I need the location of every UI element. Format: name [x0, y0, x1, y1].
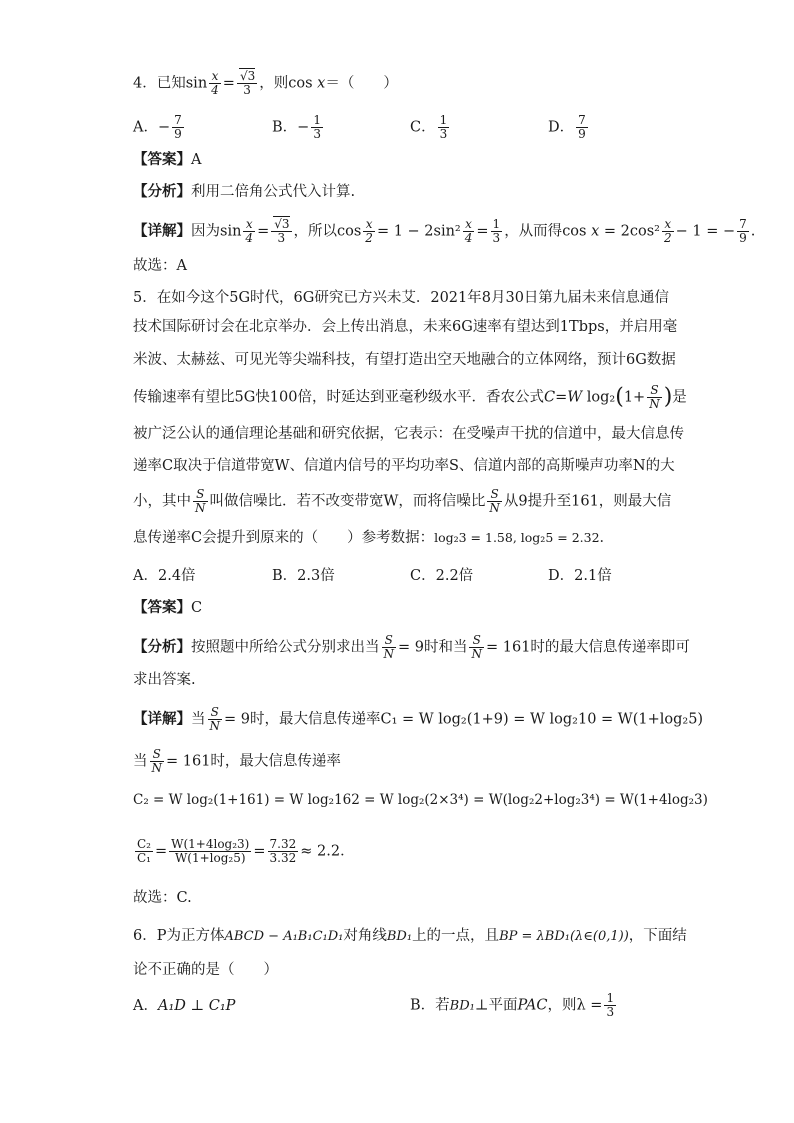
q5-answer: 【答案】C — [133, 599, 203, 616]
q5-option-c[interactable]: C．2.2倍 — [410, 568, 474, 584]
q6-line1: 6．P为正方体ABCD − A₁B₁C₁D₁对角线BD₁上的一点，且BP = λBD₁(λ∈(0,1))，下面结 — [133, 928, 687, 944]
q5-detail-1: 【详解】当 $\frac{S}{N}$ = 9时，最大信息传递率C₁ = W log₂(1+9) = W log₂10 = W(1+log₂5) — [133, 705, 704, 733]
q5-option-d[interactable]: D．2.1倍 — [548, 568, 612, 584]
q5-analysis: 【分析】按照题中所给公式分别求出当 $\frac{S}{N}$ = 9时和当 $\frac{S}{N}$ = 161时的最大信息传递率即可 — [133, 633, 690, 661]
q4-stem-pre: 已知 — [156, 75, 186, 92]
q4-conclusion: 故选：A — [133, 258, 187, 274]
q5-option-a[interactable]: A．2.4倍 — [133, 568, 196, 584]
q5-ratio: $\frac{\text{C₂}}{\text{C₁}}$ = $\frac{\text{W(1+4log₂3)}}{\text{W(1+log₂5)}}$ = $\frac{7.32}{3.32}$ ≈ 2.2． — [137, 837, 355, 865]
q4-number: 4． — [133, 75, 157, 92]
q5-analysis-2: 求出答案. — [133, 672, 196, 688]
q4-stem-mid: ，则 — [259, 75, 289, 92]
q4-option-d[interactable]: D． $\frac{7}{9}$ — [548, 113, 586, 141]
q5-detail-2: 当 $\frac{S}{N}$ = 161时，最大信息传递率 — [133, 747, 341, 775]
q5-line4: 传输速率有望比5G快100倍，时延达到亚毫秒级水平．香农公式C=W log₂(1+ $\frac{S}{N}$ )是 — [133, 383, 687, 411]
q4-analysis: 【分析】利用二倍角公式代入计算. — [133, 183, 356, 200]
q5-option-b[interactable]: B．2.3倍 — [272, 568, 335, 584]
answer-tag: 【答案】 — [133, 151, 191, 168]
q6-option-a[interactable]: A．A₁D ⊥ C₁P — [133, 998, 236, 1014]
q4-detail: 【详解】因为sin $\frac{x}{4}$ = $\frac{√3}{3}$ ，所以cos $\frac{x}{2}$ = 1 − 2sin² $\frac{x}{4}$ = $\frac{1}{3}$ ，从而得cos x = 2cos² $\frac{x}{2}$ − 1 = − $\frac{7}{9}$ . — [133, 217, 756, 245]
q4-option-b[interactable]: B．− $\frac{1}{3}$ — [272, 113, 321, 141]
answer-value: A — [191, 152, 202, 168]
q5-line1: 5．在如今这个5G时代，6G研究已方兴未艾．2021年8月30日第九届未来信息通信 — [133, 290, 669, 306]
q5-line8: 息传递率C会提升到原来的（ ）参考数据：log₂3 = 1.58, log₂5 = 2.32． — [133, 530, 615, 546]
q5-line3: 米波、太赫兹、可见光等尖端科技，有望打造出空天地融合的立体网络，预计6G数据 — [133, 352, 676, 368]
q6-option-b[interactable]: B．若BD₁⊥平面PAC，则λ = $\frac{1}{3}$ — [410, 991, 615, 1019]
q4-option-a[interactable]: A．− $\frac{7}{9}$ — [133, 113, 182, 141]
q5-line7: 小，其中 $\frac{S}{N}$ 叫做信噪比．若不改变带宽W，而将信噪比 $\frac{S}{N}$ 从9提升至161，则最大信 — [133, 487, 672, 515]
q4-stem-end: ＝（ ） — [325, 75, 398, 92]
q4-option-c[interactable]: C． $\frac{1}{3}$ — [410, 113, 448, 141]
q5-line2: 技术国际研讨会在北京举办．会上传出消息，未来6G速率有望达到1Tbps，并启用毫 — [133, 319, 678, 335]
q6-line2: 论不正确的是（ ） — [133, 962, 278, 978]
q5-line6: 递率C取决于信道带宽W、信道内信号的平均功率S、信道内部的高斯噪声功率N的大 — [133, 458, 675, 474]
q5-number: 5． — [133, 290, 157, 306]
q6-number: 6． — [133, 928, 157, 944]
q5-detail-3: C₂ = W log₂(1+161) = W log₂162 = W log₂(2×3⁴) = W(log₂2+log₂3⁴) = W(1+4log₂3) — [133, 792, 708, 808]
q5-line5: 被广泛公认的通信理论基础和研究依据，它表示：在受噪声干扰的信道中，最大信息传 — [133, 426, 684, 442]
q5-conclusion: 故选：C. — [133, 890, 192, 906]
q4-answer — [133, 150, 662, 170]
q4-stem: 4．已知sin $\frac{x}{4}$ = $\frac{√3}{3}$ ，则cos x＝（ ） — [133, 69, 398, 97]
